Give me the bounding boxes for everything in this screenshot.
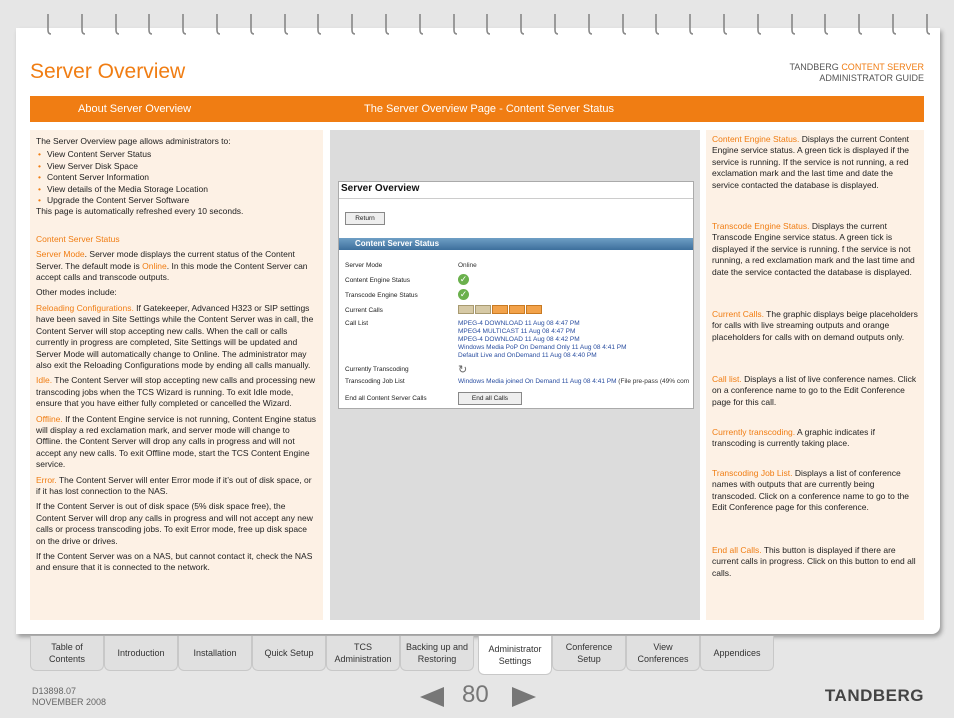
tab-administrator-settings[interactable]: Administrator Settings — [478, 636, 552, 675]
brand-header — [789, 62, 924, 84]
call-slot — [509, 305, 525, 314]
binder-ring — [416, 14, 422, 36]
transcode-paragraph — [712, 221, 918, 278]
status-section-title: Content Server Status — [355, 239, 440, 248]
right-column — [706, 130, 924, 620]
other-modes: Other modes include: — [36, 287, 117, 298]
transcoding-text: A graphic indicates if transcoding is currently taking place. — [712, 427, 876, 449]
binder-ring — [652, 14, 658, 36]
binder-ring — [517, 14, 523, 36]
check-icon: ✓ — [459, 274, 468, 284]
transcode-status-label: Transcode Engine Status — [345, 292, 418, 299]
page-number: 80 — [462, 681, 489, 708]
call-slot — [475, 305, 491, 314]
call-list-item[interactable]: Windows Media PoP On Demand Only 11 Aug 08 4:41 PM — [458, 344, 627, 351]
binder-ring — [112, 14, 118, 36]
binder-ring — [720, 14, 726, 36]
engine-text: Displays the current Content Engine service status. A green tick is displayed if the service is running. If the service is not running, a red exclamation mark and the last time and date the service contacted the database is displayed. — [712, 134, 910, 190]
tab-backing-up[interactable]: Backing up and Restoring — [400, 636, 474, 671]
footer-info — [32, 686, 106, 708]
job-list-item — [458, 378, 692, 385]
brand-product: CONTENT SERVER — [841, 62, 924, 72]
server-mode-text-2: . In this mode the Content Server can accept calls and transcode outputs. — [36, 260, 308, 283]
binder-ring — [788, 14, 794, 36]
section-bar — [30, 96, 924, 122]
call-list-label: Call List — [345, 320, 369, 327]
intro-text: The Server Overview page allows administrators to: — [36, 136, 231, 146]
binder-ring — [754, 14, 760, 36]
tab-conference-setup[interactable]: Conference Setup — [552, 636, 626, 671]
endall-term: End all Calls. — [712, 545, 762, 555]
idle-term: Idle. — [36, 375, 53, 386]
joblist-text: Displays a list of conference names with outputs that are currently being transcoded. Click on a conference name to go to the Edit Conference page for this conference. — [712, 468, 910, 513]
joblist-term: Transcoding Job List. — [712, 468, 793, 478]
brand-prefix: TANDBERG — [789, 62, 842, 72]
binder-ring — [44, 14, 50, 36]
tab-table-of-contents[interactable]: Table of Contents — [30, 636, 104, 671]
binder-ring — [551, 14, 557, 36]
list-item: • Content Server Information — [48, 172, 317, 183]
status-heading: Content Server Status — [36, 233, 120, 244]
transcode-term: Transcode Engine Status. — [712, 221, 810, 231]
tandberg-logo: TANDBERG — [824, 686, 924, 705]
screenshot-title: Server Overview — [341, 183, 420, 194]
calllist-text: Displays a list of live conference names. Click on a conference name to go to the Edit Conference page for this call. — [712, 374, 917, 407]
transcoding-label: Currently Transcoding — [345, 366, 409, 373]
call-slot — [458, 305, 474, 314]
offline-term: Offline. — [36, 413, 63, 424]
binder-ring — [281, 14, 287, 36]
joblist-paragraph — [712, 468, 918, 514]
binder-ring — [213, 14, 219, 36]
error-text: The Content Server will enter Error mode if it’s out of disk space, or if it has lost connection to the NAS. — [36, 474, 312, 496]
end-all-label: End all Content Server Calls — [345, 395, 427, 402]
binder-ring — [686, 14, 692, 36]
idle-paragraph — [36, 375, 317, 409]
current-calls-label: Current Calls — [345, 307, 383, 314]
reloading-term: Reloading Configurations. — [36, 302, 134, 313]
next-page-icon[interactable] — [512, 687, 536, 707]
end-all-calls-button[interactable]: End all Calls — [458, 392, 522, 405]
binder-ring — [923, 14, 929, 36]
reloading-paragraph — [36, 303, 317, 371]
page-title: Server Overview — [30, 60, 186, 83]
call-slot — [526, 305, 542, 314]
transcoding-term: Currently transcoding. — [712, 427, 796, 437]
disk-paragraph: If the Content Server is out of disk space (5% disk space free), the Content Server will drop any calls in progress and will not accept any new calls or process transcoding jobs. To exit Error mode, free up disk space on the drive or drives. — [36, 501, 313, 546]
binder-ring — [855, 14, 861, 36]
transcoding-paragraph — [712, 427, 918, 450]
reloading-text: If Gatekeeper, Advanced H323 or SIP settings have been saved in Site Settings while the Content Server was in call, the Content Server will stop accepting new calls. When the call or calls currently in progress are completed, Site Settings will be updated and Server Mode will automatically change to Online. The administrator may also exit the Reloading Configurations mode by ending all calls manually. — [36, 302, 314, 370]
binder-ring — [314, 14, 320, 36]
nas-paragraph: If the Content Server was on a NAS, but cannot contact it, check the NAS and ensure that it is connected to the network. — [36, 551, 313, 573]
tab-view-conferences[interactable]: View Conferences — [626, 636, 700, 671]
call-list-item[interactable]: MPEG-4 DOWNLOAD 11 Aug 08 4:47 PM — [458, 320, 580, 327]
tab-tcs-administration[interactable]: TCS Administration — [326, 636, 400, 671]
left-column — [30, 130, 323, 620]
call-list-item[interactable]: Default Live and OnDemand 11 Aug 08 4:40 PM — [458, 352, 597, 359]
calls-paragraph — [712, 309, 918, 343]
pager — [420, 683, 540, 711]
spinner-icon: ↻ — [458, 364, 468, 376]
call-list-item[interactable]: MPEG-4 DOWNLOAD 11 Aug 08 4:42 PM — [458, 336, 580, 343]
tab-installation[interactable]: Installation — [178, 636, 252, 671]
endall-paragraph — [712, 545, 918, 579]
brand-subtitle: ADMINISTRATOR GUIDE — [819, 73, 924, 83]
tab-introduction[interactable]: Introduction — [104, 636, 178, 671]
binder-ring — [247, 14, 253, 36]
job-link[interactable]: Windows Media joined On Demand 11 Aug 08 4:41 PM — [458, 378, 617, 385]
engine-paragraph — [712, 134, 918, 191]
tab-appendices[interactable]: Appendices — [700, 636, 774, 671]
engine-term: Content Engine Status. — [712, 134, 800, 144]
call-slot — [492, 305, 508, 314]
error-term: Error. — [36, 474, 57, 485]
online-term: Online — [142, 260, 167, 271]
calls-text: The graphic displays beige placeholders for calls with live streaming outputs and orange placeholders for calls with on demand outputs only. — [712, 309, 918, 342]
transcode-text: Displays the current Transcode Engine service status. A green tick is displayed if the service is running. f the service is not running, a red exclamation mark and the last time and date the service contacted the database is displayed. — [712, 221, 915, 277]
doc-date: NOVEMBER 2008 — [32, 697, 107, 707]
list-item: • View Content Server Status — [48, 149, 317, 160]
binder-ring — [483, 14, 489, 36]
tab-quick-setup[interactable]: Quick Setup — [252, 636, 326, 671]
server-mode-text: . Server mode displays the current status of the Content Server. The default mode is — [36, 249, 295, 271]
error-paragraph — [36, 475, 317, 498]
binder-ring — [348, 14, 354, 36]
section-right-heading: The Server Overview Page - Content Server Status — [364, 103, 615, 115]
server-mode-term: Server Mode — [36, 249, 85, 260]
binder-ring — [382, 14, 388, 36]
engine-status-label: Content Engine Status — [345, 277, 411, 284]
idle-text: The Content Server will stop accepting new calls and processing new transcoding jobs when the TCS Wizard is running. To exit Idle mode, ensure that you have either fully completed or cancelled the Wizard. — [36, 375, 316, 409]
calllist-term: Call list. — [712, 374, 742, 384]
prev-page-icon[interactable] — [420, 687, 444, 707]
job-status: (File pre-pass (49% com — [616, 378, 690, 385]
offline-text: If the Content Engine service is not running, Content Engine status will display a red exclamation mark, and server mode will change to Offline. the Content Server will drop any calls in progress and will not accept any new calls. To exit Offline mode, start the TCS Content Engine service. — [36, 413, 317, 470]
server-overview-screenshot — [338, 181, 694, 409]
binder-ring — [585, 14, 591, 36]
call-slots — [458, 305, 543, 313]
binder-rings — [44, 14, 924, 40]
binder-ring — [78, 14, 84, 36]
calllist-paragraph — [712, 374, 918, 408]
feature-list — [36, 149, 317, 206]
calls-term: Current Calls. — [712, 309, 764, 319]
job-list-label: Transcoding Job List — [345, 378, 405, 385]
binder-ring — [821, 14, 827, 36]
refresh-note: This page is automatically refreshed every 10 seconds. — [36, 206, 244, 217]
list-item: • Upgrade the Content Server Software — [48, 195, 317, 206]
binder-ring — [450, 14, 456, 36]
offline-paragraph — [36, 414, 317, 471]
binder-ring — [179, 14, 185, 36]
status-section-header — [339, 238, 693, 250]
binder-ring — [889, 14, 895, 36]
server-mode-paragraph — [36, 249, 317, 283]
doc-id: D13898.07 — [32, 686, 77, 696]
check-icon: ✓ — [459, 289, 468, 299]
binder-ring — [619, 14, 625, 36]
call-list-item[interactable]: MPEG4 MULTICAST 11 Aug 08 4:47 PM — [458, 328, 576, 335]
server-mode-label: Server Mode — [345, 262, 383, 269]
return-button[interactable]: Return — [345, 212, 385, 225]
list-item: • View Server Disk Space — [48, 161, 317, 172]
list-item: • View details of the Media Storage Location — [48, 184, 317, 195]
binder-ring — [145, 14, 151, 36]
endall-text: This button is displayed if there are current calls in progress. Click on this button to end all calls. — [712, 545, 916, 578]
server-mode-value: Online — [458, 262, 477, 269]
section-left-heading: About Server Overview — [78, 103, 192, 115]
